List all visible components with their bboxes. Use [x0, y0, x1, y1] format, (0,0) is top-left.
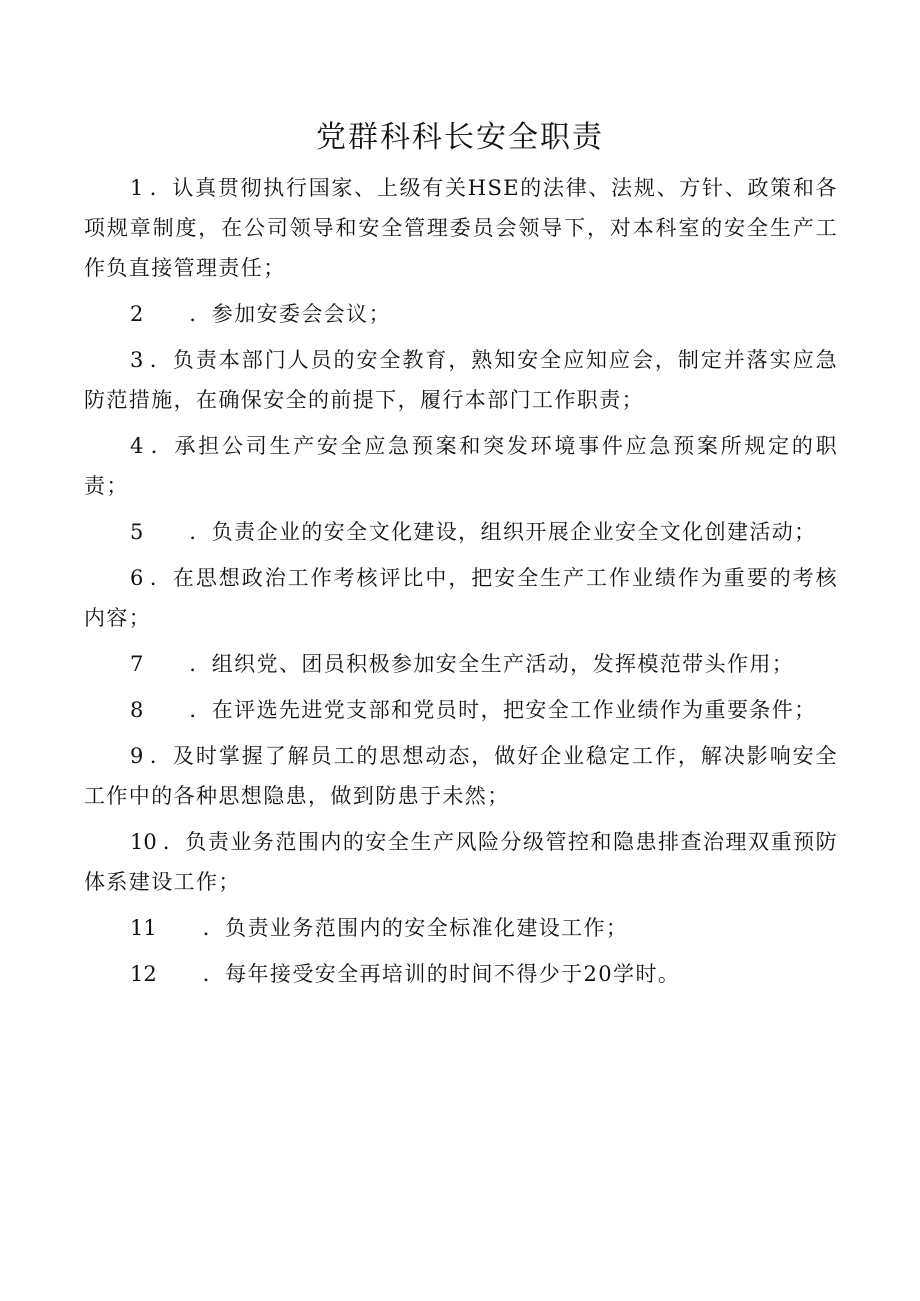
item-text: ．在思想政治工作考核评比中，把安全生产工作业绩作为重要的考核内容；: [84, 566, 838, 630]
item-number: 2: [130, 302, 144, 326]
item-number: 1: [130, 176, 144, 200]
list-item: [84, 690, 838, 730]
list-item: [84, 340, 838, 420]
item-number: 9: [130, 744, 144, 768]
item-text: ．负责本部门人员的安全教育，熟知安全应知应会，制定并落实应急防范措施，在确保安全的前提下，履行本部门工作职责；: [84, 348, 838, 412]
list-item: [84, 512, 838, 552]
item-number: 10: [130, 830, 157, 854]
item-text: ．参加安委会会议；: [189, 302, 391, 326]
item-text: ．负责业务范围内的安全标准化建设工作；: [202, 916, 629, 940]
list-item: [84, 908, 838, 948]
list-item: [84, 168, 838, 288]
document-body: [84, 168, 838, 1000]
item-text: ．负责业务范围内的安全生产风险分级管控和隐患排查治理双重预防体系建设工作；: [84, 830, 838, 894]
item-text: ．在评选先进党支部和党员时，把安全工作业绩作为重要条件；: [189, 698, 817, 722]
item-number: 11: [130, 916, 157, 940]
item-text: ．负责企业的安全文化建设，组织开展企业安全文化创建活动；: [189, 520, 817, 544]
list-item: [84, 294, 838, 334]
item-text: ．组织党、团员积极参加安全生产活动，发挥模范带头作用；: [189, 652, 795, 676]
document-title: 党群科科长安全职责: [316, 120, 604, 155]
item-text: ．每年接受安全再培训的时间不得少于20学时。: [202, 962, 681, 986]
item-number: 4: [130, 434, 144, 458]
item-number: 5: [130, 520, 144, 544]
item-text: ．认真贯彻执行国家、上级有关HSE的法律、法规、方针、政策和各项规章制度，在公司领导和安全管理委员会领导下，对本科室的安全生产工作负直接管理责任；: [84, 176, 838, 280]
item-text: ．及时掌握了解员工的思想动态，做好企业稳定工作，解决影响安全工作中的各种思想隐患，做到防患于未然；: [84, 744, 838, 808]
item-number: 6: [130, 566, 144, 590]
list-item: [84, 736, 838, 816]
item-number: 12: [130, 962, 157, 986]
list-item: [84, 822, 838, 902]
list-item: [84, 954, 838, 994]
item-number: 7: [130, 652, 144, 676]
list-item: [84, 558, 838, 638]
item-number: 8: [130, 698, 144, 722]
item-number: 3: [130, 348, 144, 372]
item-text: ．承担公司生产安全应急预案和突发环境事件应急预案所规定的职责；: [84, 434, 838, 498]
list-item: [84, 644, 838, 684]
list-item: [84, 426, 838, 506]
